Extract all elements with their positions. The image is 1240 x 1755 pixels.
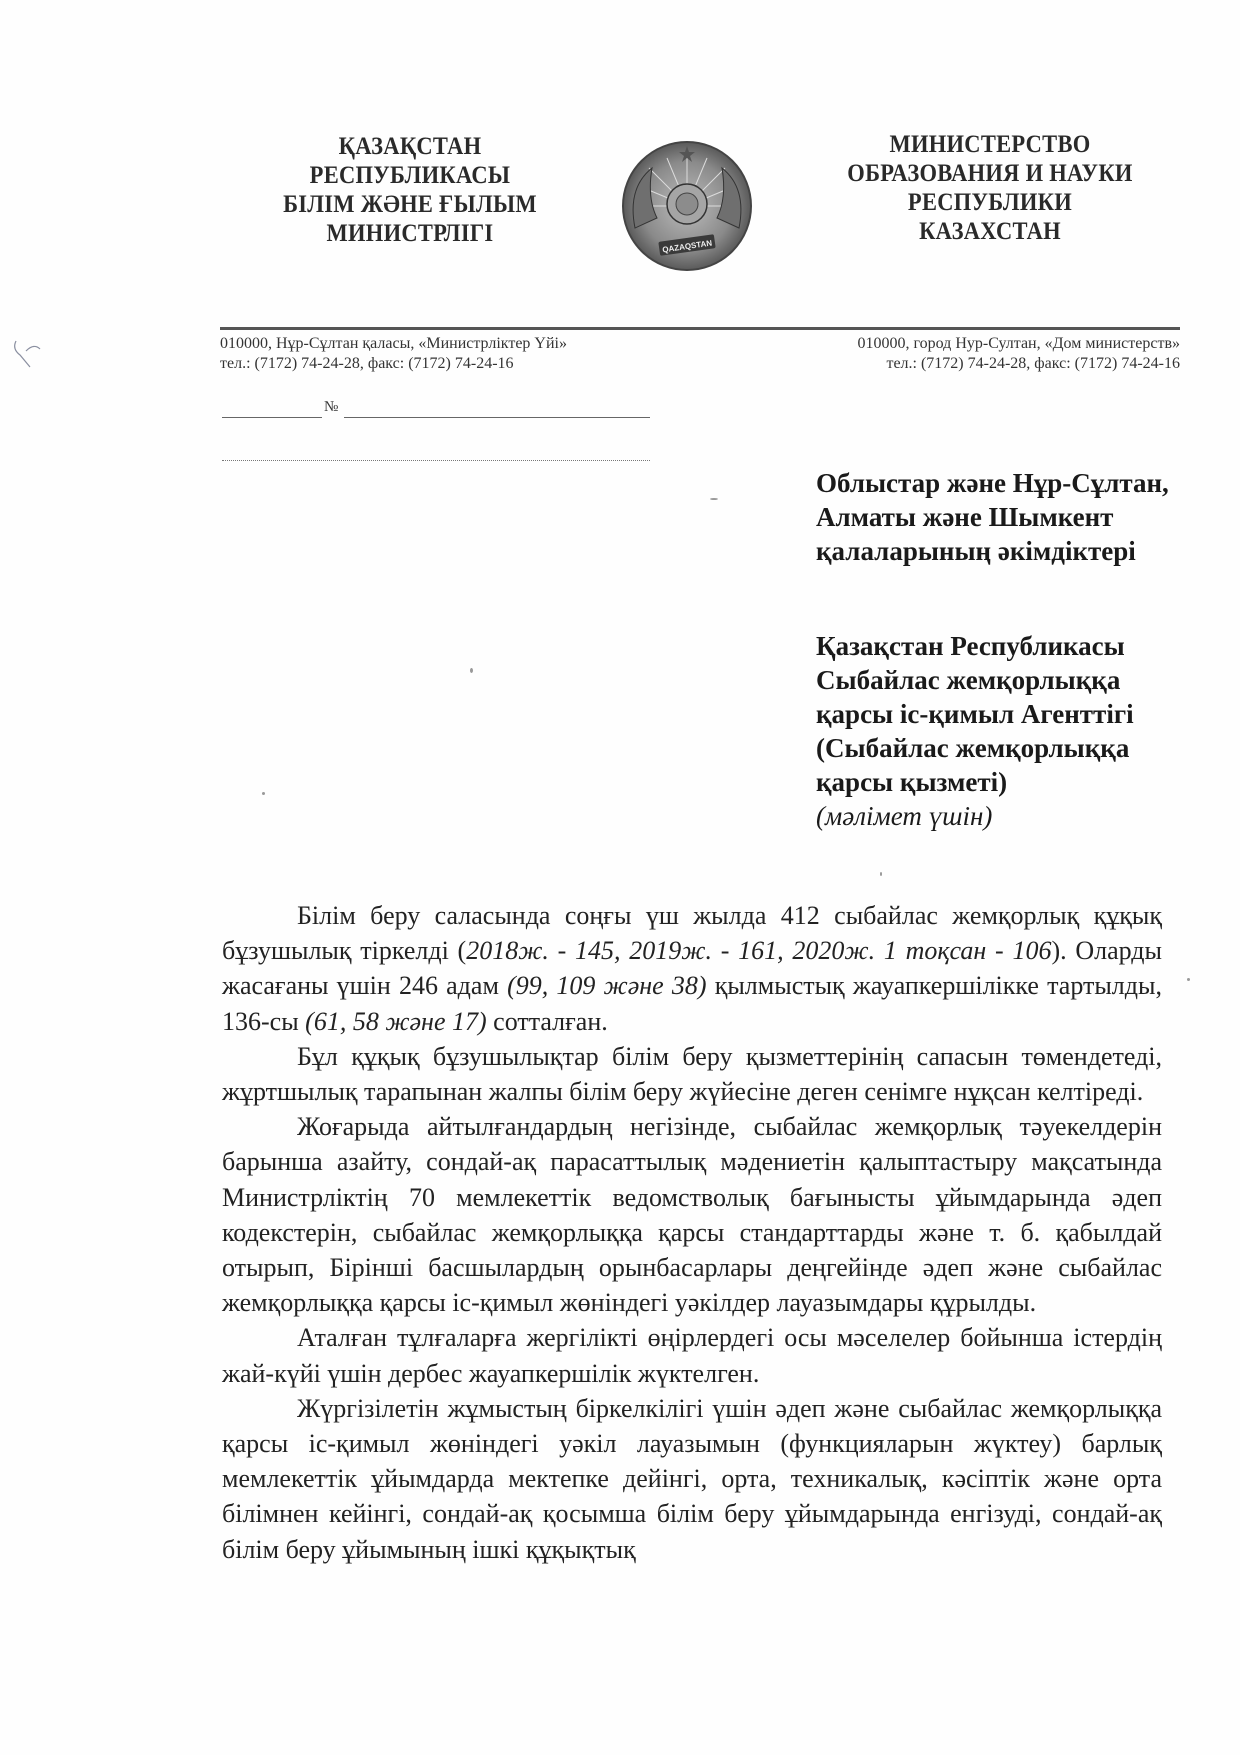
kazakhstan-state-emblem-icon <box>617 138 757 278</box>
header-divider <box>220 327 1180 330</box>
addressee-line: қалаларының әкімдіктері <box>816 536 1136 566</box>
header-right-line: КАЗАХСТАН <box>919 218 1061 245</box>
paragraph-impact: Бұл құқық бұзушылықтар білім беру қызметтерінің сапасын төмендетеді, жұртшылық тарапынан жалпы білім беру жүйесіне деген сенімге нұқсан келтіреді. <box>222 1041 1162 1107</box>
addressee-line: Қазақстан Республикасы <box>816 631 1125 661</box>
addressee-line: қарсы қызметі) <box>816 767 1008 797</box>
text: сотталған. <box>486 1006 608 1036</box>
header-right-line: РЕСПУБЛИКИ <box>907 189 1073 216</box>
number-blank <box>344 417 650 418</box>
scan-speck <box>880 872 882 876</box>
paragraph-responsibility: Аталған тұлғаларға жергілікті өңірлердегі осы мәселелер бойынша істердің жай-күйі үшін дербес жауапкершілік жүктелген. <box>222 1323 1162 1388</box>
italic-stats: (61, 58 және 17) <box>305 1006 487 1036</box>
number-sign: № <box>324 399 339 415</box>
text: қылмыстық жауапкершілікке тартылды, 136-сы <box>222 971 1162 1036</box>
addressee-akimats <box>816 466 1169 568</box>
addressee-line: (Сыбайлас жемқорлыққа <box>816 733 1130 763</box>
header-right-line: ОБРАЗОВАНИЯ И НАУКИ <box>847 160 1133 187</box>
header-russian-ministry-name <box>837 130 1143 246</box>
address-russian <box>740 334 1180 374</box>
text: Білім беру саласында соңғы үш жылда 412 сыбайлас жемқорлық құқық бұзушылық тіркелді ( <box>222 901 1162 966</box>
addressee-line: Сыбайлас жемқорлыққа <box>816 665 1121 695</box>
addressee-anti-corruption-agency <box>816 629 1134 833</box>
date-blank <box>222 417 322 418</box>
header-left-line: БІЛІМ ЖӘНЕ ҒЫЛЫМ <box>283 191 537 218</box>
paragraph-statistics <box>222 898 1162 1039</box>
reference-dotted-line <box>222 460 650 461</box>
header-left-line: МИНИСТРЛІГІ <box>326 220 494 247</box>
addressee-line: қарсы іс-қимыл Агенттігі <box>816 699 1134 729</box>
paragraph-measures: Жоғарыда айтылғандардың негізінде, сыбайлас жемқорлық тәуекелдерін барынша азайту, сондай-ақ парасаттылық мәдениетін қалыптастыру мақсатында Министрліктің 70 мемлекеттік ведомстволық бағынысты ұйымдарында әдеп кодекстерін, сыбайлас жемқорлыққа қарсы стандарттарды және т. б. қабылдай отырып, Бірінші басшылардың орынбасарлары деңгейінде әдеп және сыбайлас жемқорлыққа қарсы іс-қимыл жөніндегі уәкілдер лауазымдары құрылды. <box>222 1112 1162 1318</box>
address-kazakh <box>220 334 567 374</box>
phone-fax-line: тел.: (7172) 74-24-28, факс: (7172) 74-24-16 <box>220 355 514 372</box>
for-information-note: (мәлімет үшін) <box>816 801 993 831</box>
address-line: 010000, Нұр-Сұлтан қаласы, «Министрліктер Үйі» <box>220 335 567 352</box>
paragraph-proposal: Жүргізілетін жұмыстың біркелкілігі үшін әдеп және сыбайлас жемқорлыққа қарсы іс-қимыл жөніндегі уәкіл лауазымын (функцияларын жүктеу) барлық мемлекеттік ұйымдарда мектепке дейінгі, орта, техникалық, кәсіптік және орта білімнен кейінгі, сондай-ақ қосымша білім беру ұйымдарында енгізуді, сондай-ақ білім беру ұйымының ішкі құқықтық <box>222 1393 1162 1564</box>
svg-text:QAZAQSTAN: QAZAQSTAN <box>661 238 713 255</box>
letter-body <box>222 898 1162 1567</box>
italic-stats: 2018ж. - 145, 2019ж. - 161, 2020ж. 1 тоқсан - 106 <box>466 936 1052 966</box>
header-left-line: ҚАЗАҚСТАН <box>338 133 482 160</box>
addressee-line: Алматы және Шымкент <box>816 502 1114 532</box>
scan-speck <box>710 498 718 500</box>
scan-speck <box>262 792 265 795</box>
scan-speck <box>1187 978 1190 981</box>
outgoing-number-field <box>222 398 650 418</box>
header-left-line: РЕСПУБЛИКАСЫ <box>309 162 511 189</box>
header-kazakh-ministry-name <box>266 132 554 248</box>
italic-stats: (99, 109 және 38) <box>507 971 707 1001</box>
text: ). Оларды жасағаны үшін 246 адам <box>222 936 1163 1001</box>
phone-fax-line: тел.: (7172) 74-24-28, факс: (7172) 74-24-16 <box>886 355 1180 372</box>
pen-mark-icon <box>10 335 50 375</box>
scan-speck <box>470 668 473 673</box>
addressee-line: Облыстар және Нұр-Сұлтан, <box>816 468 1169 498</box>
address-line: 010000, город Нур-Султан, «Дом министерств» <box>857 335 1180 352</box>
header-right-line: МИНИСТЕРСТВО <box>889 131 1091 158</box>
